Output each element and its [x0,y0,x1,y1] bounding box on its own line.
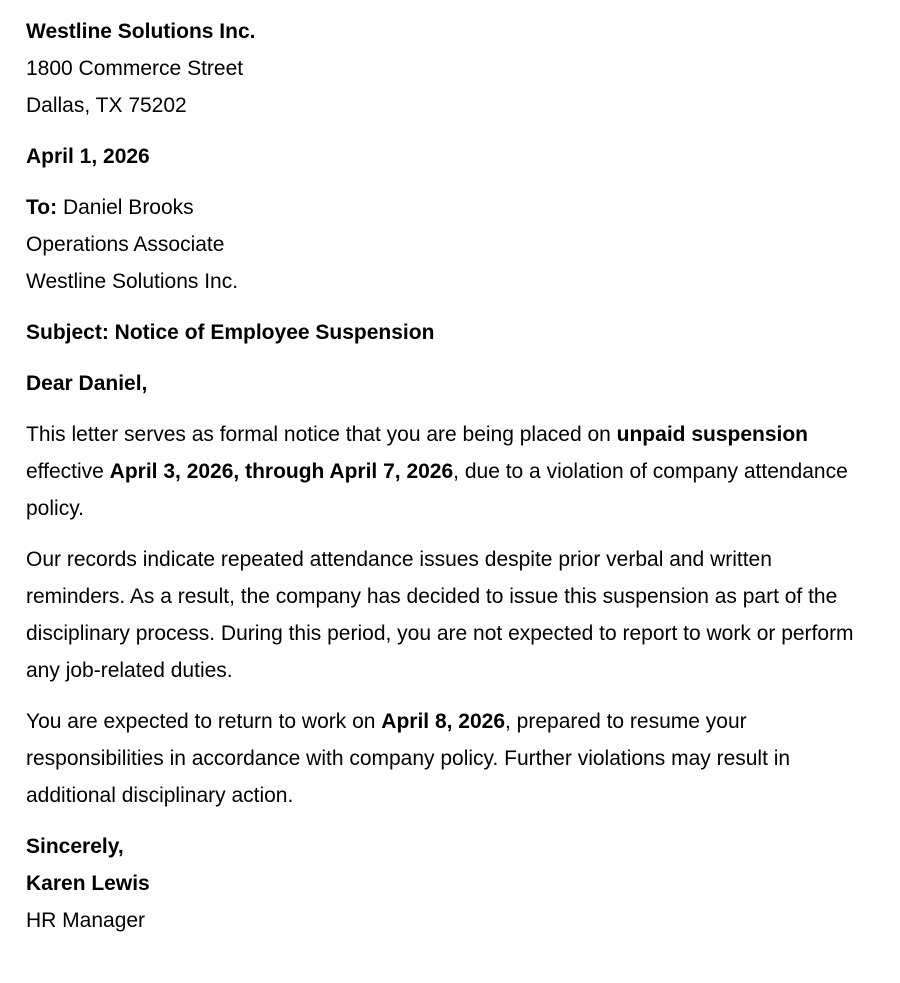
sender-street: 1800 Commerce Street [26,57,244,80]
bold-text-run: unpaid suspension [616,423,809,446]
recipient-line [26,189,854,226]
recipient-name: Daniel Brooks [62,196,194,219]
signer-title: HR Manager [26,909,146,932]
bold-text-run: April 8, 2026 [381,710,506,733]
sender-company: Westline Solutions Inc. [26,20,256,43]
letter-date: April 1, 2026 [26,145,150,168]
text-run: effective [26,460,110,483]
text-run: , prepared to resume your responsibilities in accordance with company policy. Further violations may result in additional disciplinary action. [26,710,791,807]
subject-block [26,314,854,351]
subject-line: Subject: Notice of Employee Suspension [26,321,435,344]
signer-name: Karen Lewis [26,872,150,895]
text-run: You are expected to return to work on [26,710,382,733]
to-label: To: [26,196,58,219]
salutation-block [26,365,854,402]
sender-block [26,13,854,124]
salutation: Dear Daniel, [26,372,148,395]
body-paragraph [26,541,854,689]
sender-city: Dallas, TX 75202 [26,94,187,117]
letter-body [26,416,854,814]
text-run: Our records indicate repeated attendance issues despite prior verbal and written reminders. As a result, the company has decided to issue this suspension as part of the disciplinary process. During this period, you are not expected to report to work or perform any job-related duties. [26,548,854,682]
letter-content [26,13,854,939]
closing-signoff: Sincerely, [26,835,124,858]
recipient-block [26,189,854,300]
text-run: This letter serves as formal notice that you are being placed on [26,423,617,446]
closing-block [26,828,854,939]
body-paragraph [26,416,854,527]
body-paragraph [26,703,854,814]
date-block [26,138,854,175]
recipient-company: Westline Solutions Inc. [26,270,239,293]
recipient-title: Operations Associate [26,233,225,256]
bold-text-run: April 3, 2026, through April 7, 2026 [109,460,454,483]
text-run: , due to a violation of company attendance policy. [26,460,848,520]
